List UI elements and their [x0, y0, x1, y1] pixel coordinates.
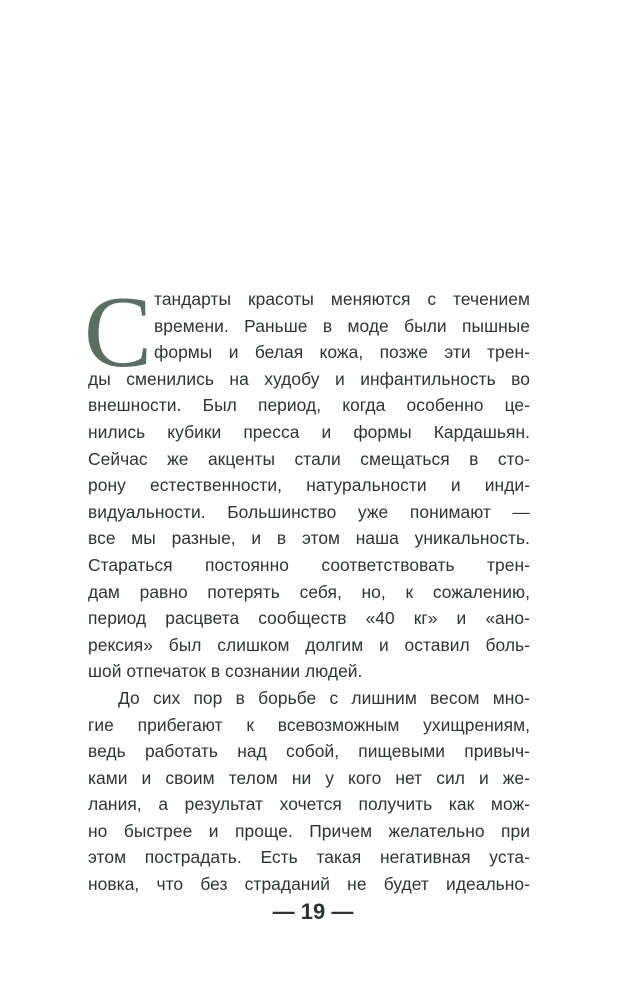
text-line: ками и своим телом ни у кого нет сил и же- — [88, 767, 530, 788]
text-line: новка, что без страданий не будет идеально- — [88, 874, 530, 895]
text-line: ведь работать над собой, пищевыми привыч- — [88, 741, 530, 762]
text-line: времени. Раньше в моде были пышные — [154, 315, 530, 336]
text-line: гие прибегают к всевозможным ухищрениям, — [88, 714, 530, 735]
text-line: До сих пор в борьбе с лишним весом мно- — [118, 687, 530, 708]
text-line: все мы разные, и в этом наша уникальность. — [88, 528, 530, 549]
text-line: этом пострадать. Есть такая негативная уста- — [88, 847, 530, 868]
body-text — [88, 286, 530, 898]
text-line: Стараться постоянно соответствовать трен- — [88, 554, 530, 575]
text-line: шой отпечаток в сознании людей. — [88, 661, 363, 682]
page-number: — 19 — — [272, 899, 354, 924]
text-line: рону естественности, натуральности и инди- — [88, 475, 530, 496]
drop-cap-letter: С — [84, 276, 153, 389]
text-line: формы и белая кожа, позже эти трен- — [154, 342, 530, 363]
text-line: рексия» был слишком долгим и оставил боль- — [88, 634, 530, 655]
text-line: Сейчас же акценты стали смещаться в сто- — [88, 448, 530, 469]
text-line: внешности. Был период, когда особенно це- — [88, 395, 530, 416]
text-line: период расцвета сообществ «40 кг» и «ано- — [88, 608, 530, 629]
text-line: лания, а результат хочется получить как мож- — [88, 794, 530, 815]
text-line: дам равно потерять себя, но, к сожалению, — [88, 581, 530, 602]
text-line: но быстрее и проще. Причем желательно при — [88, 820, 530, 841]
text-line: ды сменились на худобу и инфантильность во — [88, 368, 530, 389]
text-line: нились кубики пресса и формы Кардашьян. — [88, 421, 530, 442]
text-line: видуальности. Большинство уже понимают — — [88, 501, 530, 522]
text-line: тандарты красоты меняются с течением — [154, 289, 530, 309]
